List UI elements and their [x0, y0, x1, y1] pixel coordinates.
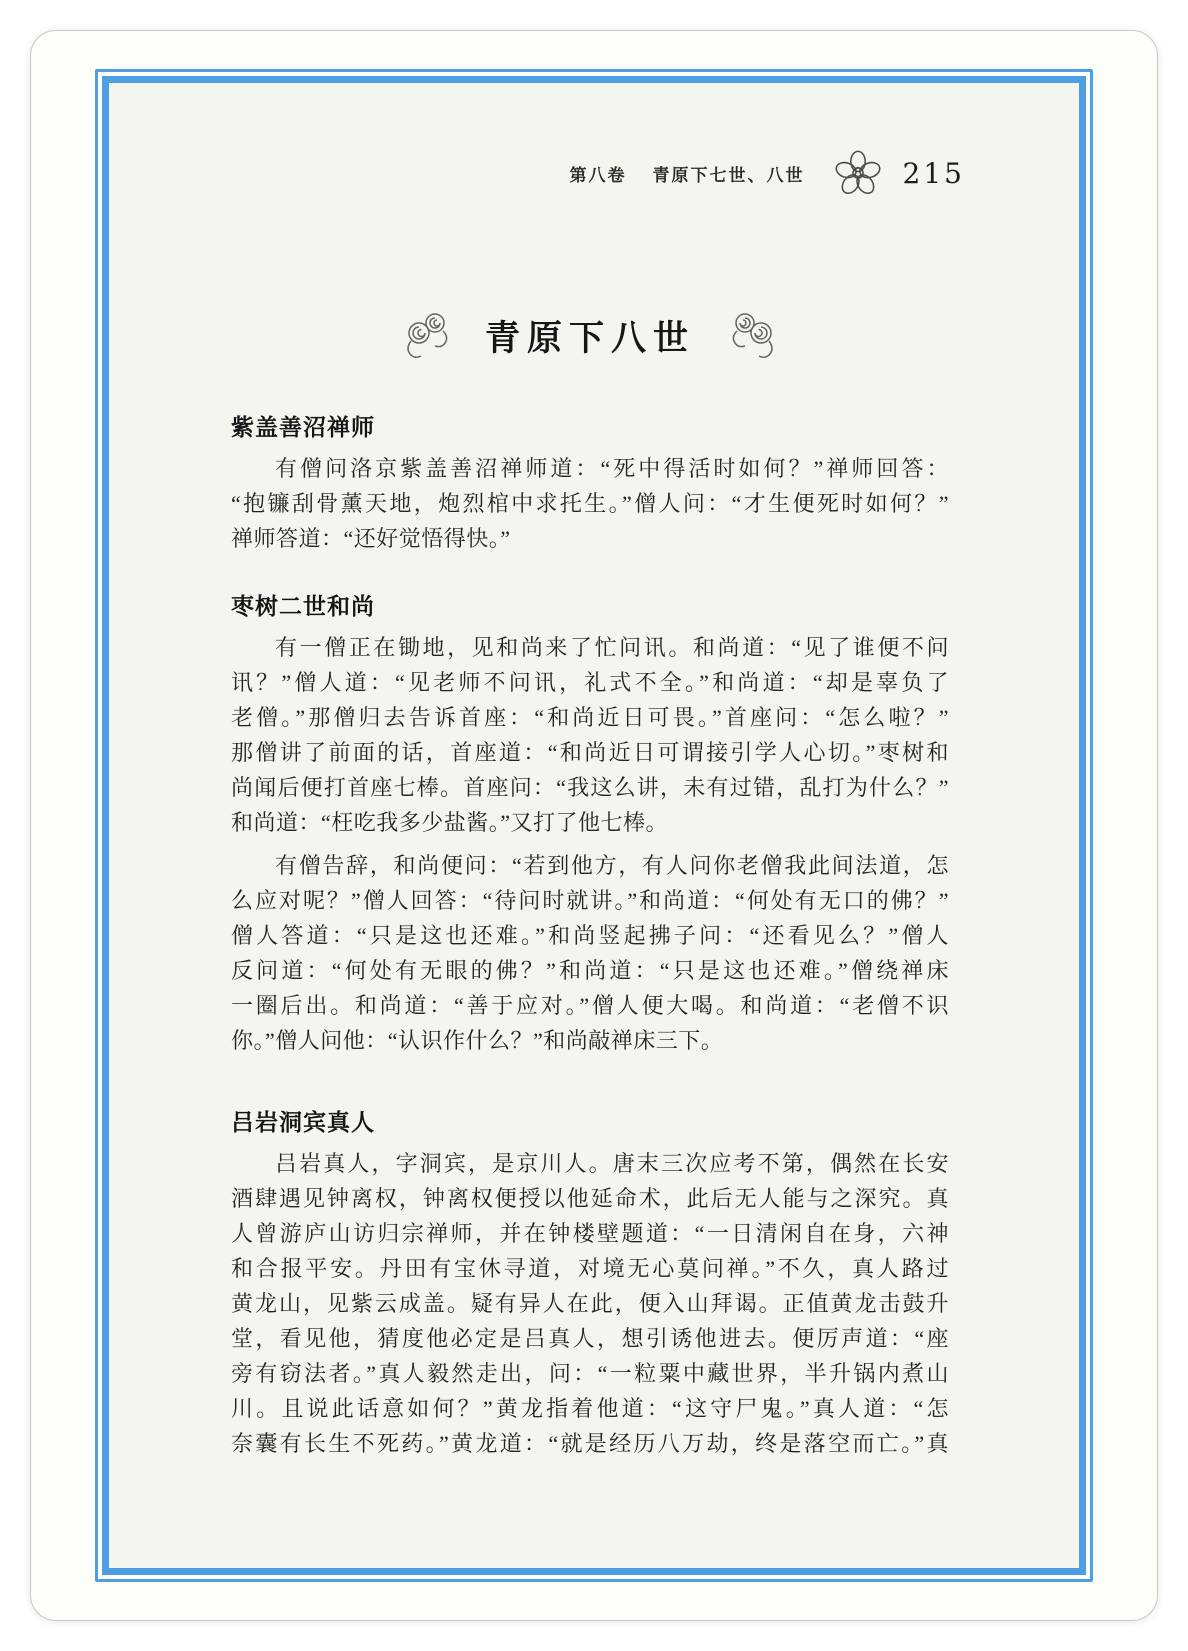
text-line: 吕岩真人，字洞宾，是京川人。唐末三次应考不第，偶然在长安 [275, 1151, 949, 1176]
title-row [231, 311, 949, 361]
paragraph [231, 848, 949, 1058]
text-line: 僧人答道：“只是这也还难。”和尚竖起拂子问：“还看见么？”僧人 [231, 923, 949, 948]
page-title: 青原下八世 [484, 319, 695, 358]
text-line: 一圈后出。和尚道：“善于应对。”僧人便大喝。和尚道：“老僧不识 [231, 993, 949, 1018]
text-line: 川。且说此话意如何？”黄龙指着他道：“这守尸鬼。”真人道：“怎 [231, 1396, 949, 1421]
decorative-blue-frame-inner [102, 76, 1086, 1575]
text-line: 你。”僧人问他：“认识作什么？”和尚敲禅床三下。 [231, 1028, 724, 1053]
text-line: 那僧讲了前面的话，首座道：“和尚近日可谓接引学人心切。”枣树和 [231, 740, 949, 765]
page-content [109, 83, 1079, 1568]
text-line: 老僧。”那僧归去告诉首座：“和尚近日可畏。”首座问：“怎么啦？” [231, 705, 949, 730]
text-line: 酒肆遇见钟离权，钟离权便授以他延命术，此后无人能与之深究。真 [231, 1186, 949, 1211]
text-line: 有僧告辞，和尚便问：“若到他方，有人问你老僧我此间法道，怎 [275, 853, 949, 878]
text-line: 奈囊有长生不死药。”黄龙道：“就是经历八万劫，终是落空而亡。”真 [231, 1431, 949, 1456]
section-label: 青原下七世、八世 [652, 165, 805, 185]
text-line: 么应对呢？”僧人回答：“待问时就讲。”和尚道：“何处有无口的佛？” [231, 888, 949, 913]
paragraph [231, 451, 949, 556]
section-heading: 吕岩洞宾真人 [231, 1109, 375, 1135]
text-line: 和合报平安。丹田有宝休寻道，对境无心莫问禅。”不久，真人路过 [231, 1256, 949, 1281]
sections [231, 411, 949, 1461]
running-header [231, 153, 965, 193]
page-card [30, 30, 1158, 1621]
flower-ornament-icon [829, 149, 887, 197]
text-line: “抱镰刮骨薰天地，炮烈棺中求托生。”僧人问：“才生便死时如何？” [231, 491, 949, 516]
text-line: 反问道：“何处有无眼的佛？”和尚道：“只是这也还难。”僧绕禅床 [231, 958, 949, 983]
section-heading: 枣树二世和尚 [231, 593, 375, 619]
chapter-label: 第八卷 [569, 165, 627, 185]
page-number: 215 [902, 156, 965, 190]
text-line: 黄龙山，见紫云成盖。疑有异人在此，便入山拜谒。正值黄龙击鼓升 [231, 1291, 949, 1316]
section-heading: 紫盖善沼禅师 [231, 414, 375, 440]
paragraph [231, 1146, 949, 1461]
text-line: 和尚道：“枉吃我多少盐酱。”又打了他七棒。 [231, 810, 669, 835]
text-line: 禅师答道：“还好觉悟得快。” [231, 526, 511, 551]
decorative-blue-frame [95, 69, 1093, 1582]
text-line: 讯？”僧人道：“见老师不问讯，礼式不全。”和尚道：“却是辜负了 [231, 670, 949, 695]
text-line: 旁有窃法者。”真人毅然走出，问：“一粒粟中藏世界，半升锅内煮山 [231, 1361, 949, 1386]
cloud-scroll-icon [725, 311, 787, 361]
paragraph [231, 630, 949, 840]
cloud-scroll-icon [393, 311, 455, 361]
text-line: 人曾游庐山访归宗禅师，并在钟楼壁题道：“一日清闲自在身，六神 [231, 1221, 949, 1246]
text-line: 堂，看见他，猜度他必定是吕真人，想引诱他进去。便厉声道：“座 [231, 1326, 949, 1351]
text-line: 有僧问洛京紫盖善沼禅师道：“死中得活时如何？”禅师回答： [275, 456, 950, 481]
text-line: 有一僧正在锄地，见和尚来了忙问讯。和尚道：“见了谁便不问 [275, 635, 949, 660]
text-line: 尚闻后便打首座七棒。首座问：“我这么讲，未有过错，乱打为什么？” [231, 775, 949, 800]
